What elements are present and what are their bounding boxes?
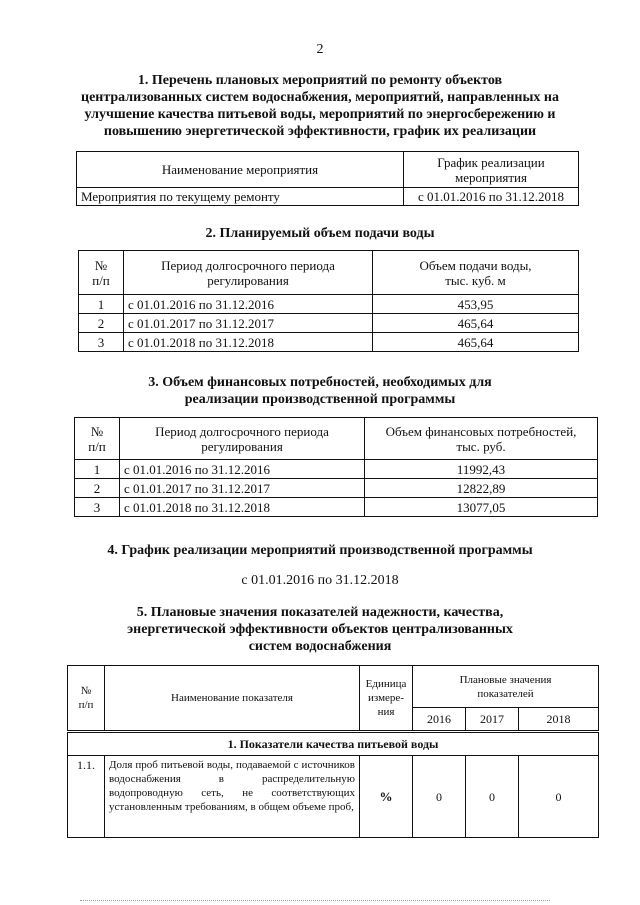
section5-heading-line-2: энергетической эффективности объектов централизованных (127, 622, 513, 637)
water-col-period-l1: Период долгосрочного периода (161, 257, 335, 273)
section2-heading: 2. Планируемый объем подачи воды (205, 226, 435, 241)
fin-col-no-l1: № (90, 423, 104, 439)
ind-year-2018: 2018 (519, 708, 599, 732)
section5-heading-line-3: систем водоснабжения (248, 639, 392, 654)
water-col-value-l1: Объем подачи воды, (419, 257, 532, 273)
water-col-period (124, 251, 373, 295)
row-value: 11992,43 (365, 460, 598, 479)
water-col-no-l1: № (94, 257, 108, 273)
section1-heading-line-2: централизованных систем водоснабжения, мероприятий, направленных на (81, 90, 559, 105)
row-no: 1 (79, 295, 124, 314)
water-col-no-l2: п/п (92, 272, 110, 288)
ind-col-plan-l1: Плановые значения (459, 673, 552, 686)
row-value: 465,64 (373, 314, 579, 333)
financial-needs-table (74, 417, 598, 517)
table-row (79, 314, 579, 333)
row-no: 3 (75, 498, 120, 517)
events-row-name: Мероприятия по текущему ремонту (77, 188, 404, 206)
ind-col-unit (360, 666, 413, 732)
ind-row-2017: 0 (466, 756, 519, 838)
row-value: 13077,05 (365, 498, 598, 517)
row-period: с 01.01.2017 по 31.12.2017 (124, 314, 373, 333)
ind-row-2018: 0 (519, 756, 599, 838)
fin-col-no (75, 418, 120, 460)
fin-col-value-l1: Объем финансовых потребностей, (385, 423, 577, 439)
ind-row-text: Доля проб питьевой воды, подаваемой с источников водоснабжения в распределительную водопроводную сеть, не соответствующих установленным требованиям, в общем объеме проб, (105, 756, 360, 838)
ind-col-plan-l2: показателей (477, 687, 534, 700)
water-col-no (79, 251, 124, 295)
ind-col-unit-l2: измере- (368, 692, 404, 704)
section3-heading-line-2: реализации производственной программы (184, 392, 456, 407)
table-row (79, 333, 579, 352)
fin-col-no-l2: п/п (88, 438, 106, 454)
section3-heading-line-1: 3. Объем финансовых потребностей, необходимых для (148, 375, 492, 390)
events-col-name: Наименование мероприятия (77, 152, 404, 188)
row-no: 1 (75, 460, 120, 479)
water-col-value (373, 251, 579, 295)
events-table (76, 151, 579, 206)
events-col-schedule-l1: График реализации (437, 154, 545, 170)
ind-year-2016: 2016 (413, 708, 466, 732)
section5-heading-line-1: 5. Плановые значения показателей надежности, качества, (136, 605, 504, 620)
section4-heading: 4. График реализации мероприятий производственной программы (107, 543, 533, 558)
ind-row-no: 1.1. (68, 756, 105, 838)
ind-col-no (68, 666, 105, 732)
row-no: 3 (79, 333, 124, 352)
ind-col-no-l2: п/п (78, 699, 94, 711)
table-row (75, 479, 598, 498)
ind-col-unit-l1: Единица (365, 678, 407, 690)
table-row (68, 756, 599, 838)
events-row-schedule: с 01.01.2016 по 31.12.2018 (404, 188, 579, 206)
fin-col-period-l1: Период долгосрочного периода (155, 423, 329, 439)
table-row (75, 498, 598, 517)
water-col-value-l2: тыс. куб. м (445, 272, 506, 288)
row-period: с 01.01.2016 по 31.12.2016 (124, 295, 373, 314)
events-col-schedule (404, 152, 579, 188)
fin-col-period (120, 418, 365, 460)
ind-col-plan (413, 666, 599, 708)
row-no: 2 (75, 479, 120, 498)
section1-heading-line-4: повышению энергетической эффективности, график их реализации (103, 124, 537, 139)
fin-col-value-l2: тыс. руб. (456, 438, 506, 454)
row-value: 12822,89 (365, 479, 598, 498)
ind-group-title: 1. Показатели качества питьевой воды (68, 732, 599, 756)
row-value: 453,95 (373, 295, 579, 314)
section1-heading-line-3: улучшение качества питьевой воды, мероприятий по энергосбережению и (84, 107, 556, 122)
page-bottom-divider (80, 900, 550, 901)
fin-col-period-l2: регулирования (201, 438, 283, 454)
row-period: с 01.01.2017 по 31.12.2017 (120, 479, 365, 498)
section1-heading-line-1: 1. Перечень плановых мероприятий по ремонту объектов (137, 73, 503, 88)
water-col-period-l2: регулирования (207, 272, 289, 288)
ind-col-unit-l3: ния (377, 706, 395, 718)
row-no: 2 (79, 314, 124, 333)
ind-col-name: Наименование показателя (105, 666, 360, 732)
ind-row-unit: % (360, 756, 413, 838)
row-period: с 01.01.2018 по 31.12.2018 (120, 498, 365, 517)
table-row (75, 460, 598, 479)
fin-col-value (365, 418, 598, 460)
water-volume-table (78, 250, 579, 352)
ind-col-no-l1: № (80, 685, 92, 697)
events-col-schedule-l2: мероприятия (454, 169, 527, 185)
indicators-table (67, 665, 599, 838)
row-period: с 01.01.2016 по 31.12.2016 (120, 460, 365, 479)
table-row (79, 295, 579, 314)
row-period: с 01.01.2018 по 31.12.2018 (124, 333, 373, 352)
page-number: 2 (316, 42, 324, 57)
ind-row-2016: 0 (413, 756, 466, 838)
row-value: 465,64 (373, 333, 579, 352)
ind-year-2017: 2017 (466, 708, 519, 732)
section4-period: с 01.01.2016 по 31.12.2018 (241, 573, 399, 588)
